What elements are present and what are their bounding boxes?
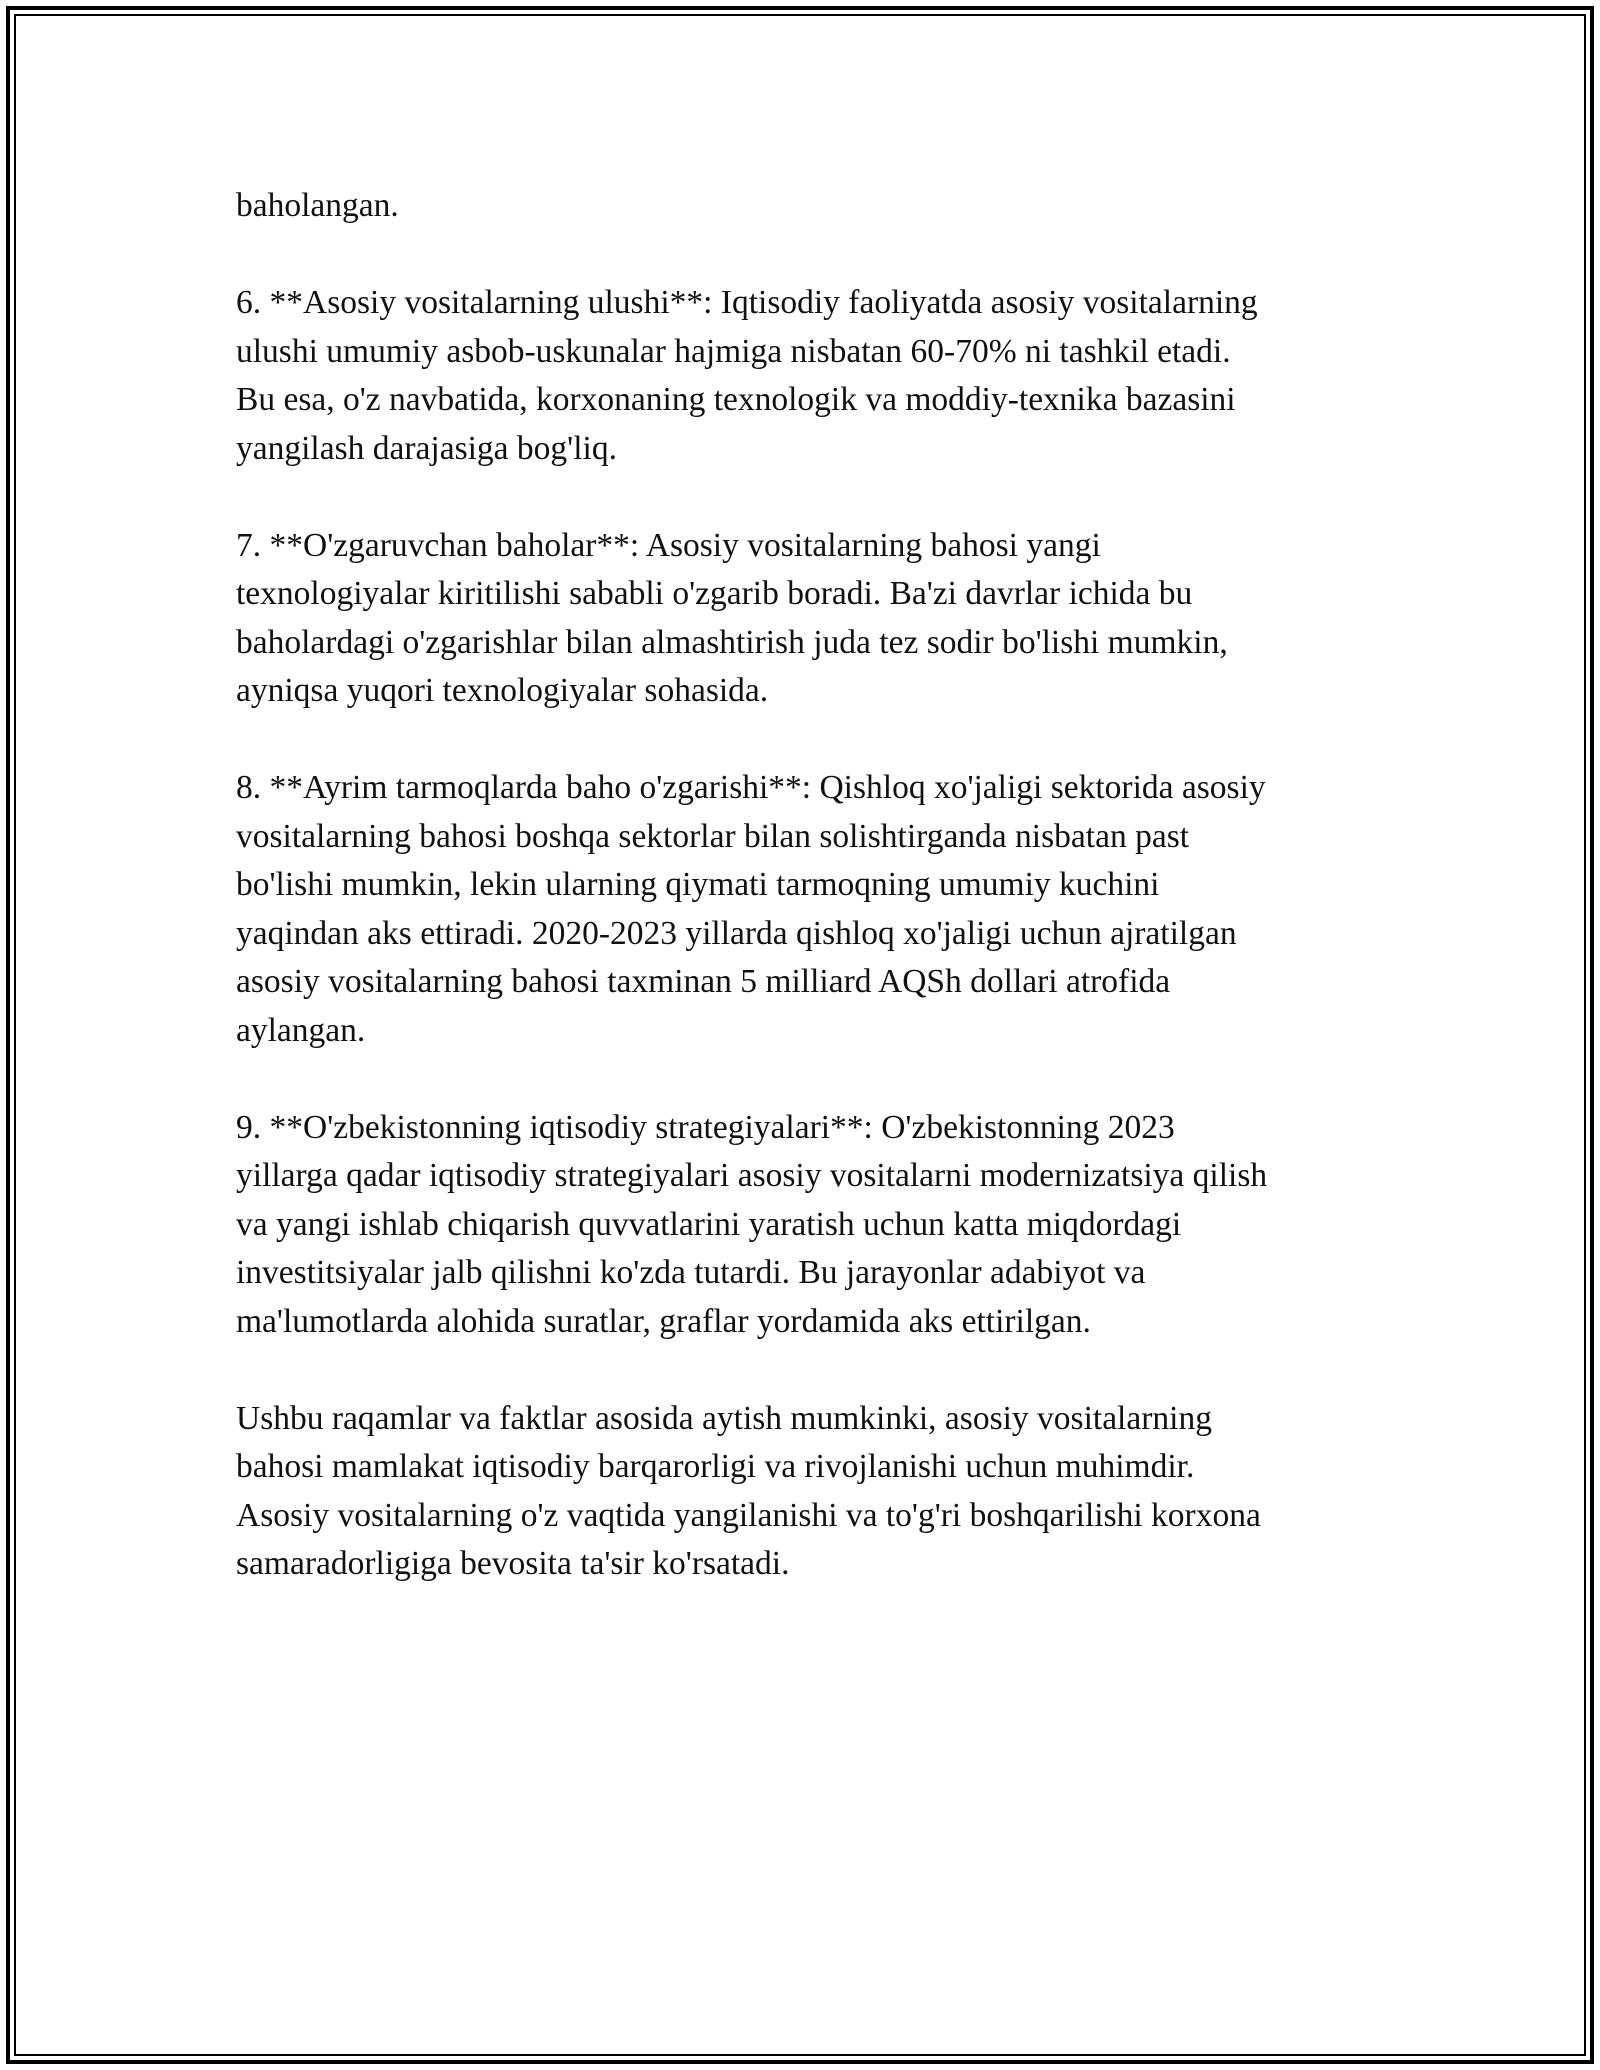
paragraph-item-7 — [236, 522, 1376, 716]
paragraph-item-8 — [236, 764, 1376, 1055]
text-line: 8. **Ayrim tarmoqlarda baho o'zgarishi**: Qishloq xo'jaligi sektorida asosiy — [236, 769, 1266, 806]
paragraph-item-6 — [236, 279, 1376, 473]
text-line: 9. **O'zbekistonning iqtisodiy strategiyalari**: O'zbekistonning 2023 — [236, 1108, 1175, 1146]
text-line: 7. **O'zgaruvchan baholar**: Asosiy vositalarning bahosi yangi — [236, 526, 1101, 564]
text-line: ulushi umumiy asbob-uskunalar hajmiga nisbatan 60-70% ni tashkil etadi. — [236, 332, 1231, 370]
text-line: samaradorligiga bevosita ta'sir ko'rsatadi. — [236, 1545, 790, 1582]
text-line: investitsiyalar jalb qilishni ko'zda tutardi. Bu jarayonlar adabiyot va — [236, 1254, 1146, 1291]
text-line: baholardagi o'zgarishlar bilan almashtirish juda tez sodir bo'lishi mumkin, — [236, 623, 1228, 661]
document-body — [236, 182, 1376, 1589]
text-line: yaqindan aks ettiradi. 2020-2023 yillarda qishloq xo'jaligi uchun ajratilgan — [236, 914, 1237, 952]
text-line: bo'lishi mumkin, lekin ularning qiymati tarmoqning umumiy kuchini — [236, 866, 1160, 903]
text-line: ayniqsa yuqori texnologiyalar sohasida. — [236, 672, 769, 709]
paragraph-continuation — [236, 182, 1376, 231]
text-line: baholangan. — [236, 187, 399, 224]
text-line: Bu esa, o'z navbatida, korxonaning texnologik va moddiy-texnika bazasini — [236, 381, 1236, 418]
paragraph-conclusion — [236, 1395, 1376, 1589]
text-line: ma'lumotlarda alohida suratlar, graflar yordamida aks ettirilgan. — [236, 1302, 1091, 1340]
text-line: va yangi ishlab chiqarish quvvatlarini yaratish uchun katta miqdordagi — [236, 1205, 1182, 1243]
text-line: Asosiy vositalarning o'z vaqtida yangilanishi va to'g'ri boshqarilishi korxona — [236, 1496, 1261, 1534]
paragraph-item-9 — [236, 1104, 1376, 1347]
text-line: asosiy vositalarning bahosi taxminan 5 milliard AQSh dollari atrofida — [236, 963, 1171, 1000]
text-line: aylangan. — [236, 1011, 366, 1049]
text-line: vositalarning bahosi boshqa sektorlar bilan solishtirganda nisbatan past — [236, 817, 1190, 855]
text-line: bahosi mamlakat iqtisodiy barqarorligi va rivojlanishi uchun muhimdir. — [236, 1448, 1195, 1485]
text-line: 6. **Asosiy vositalarning ulushi**: Iqtisodiy faoliyatda asosiy vositalarning — [236, 284, 1258, 321]
text-line: Ushbu raqamlar va faktlar asosida aytish mumkinki, asosiy vositalarning — [236, 1399, 1212, 1437]
text-line: yillarga qadar iqtisodiy strategiyalari asosiy vositalarni modernizatsiya qilish — [236, 1157, 1268, 1194]
text-line: texnologiyalar kiritilishi sababli o'zgarib boradi. Ba'zi davrlar ichida bu — [236, 575, 1193, 612]
text-line: yangilash darajasiga bog'liq. — [236, 429, 617, 467]
